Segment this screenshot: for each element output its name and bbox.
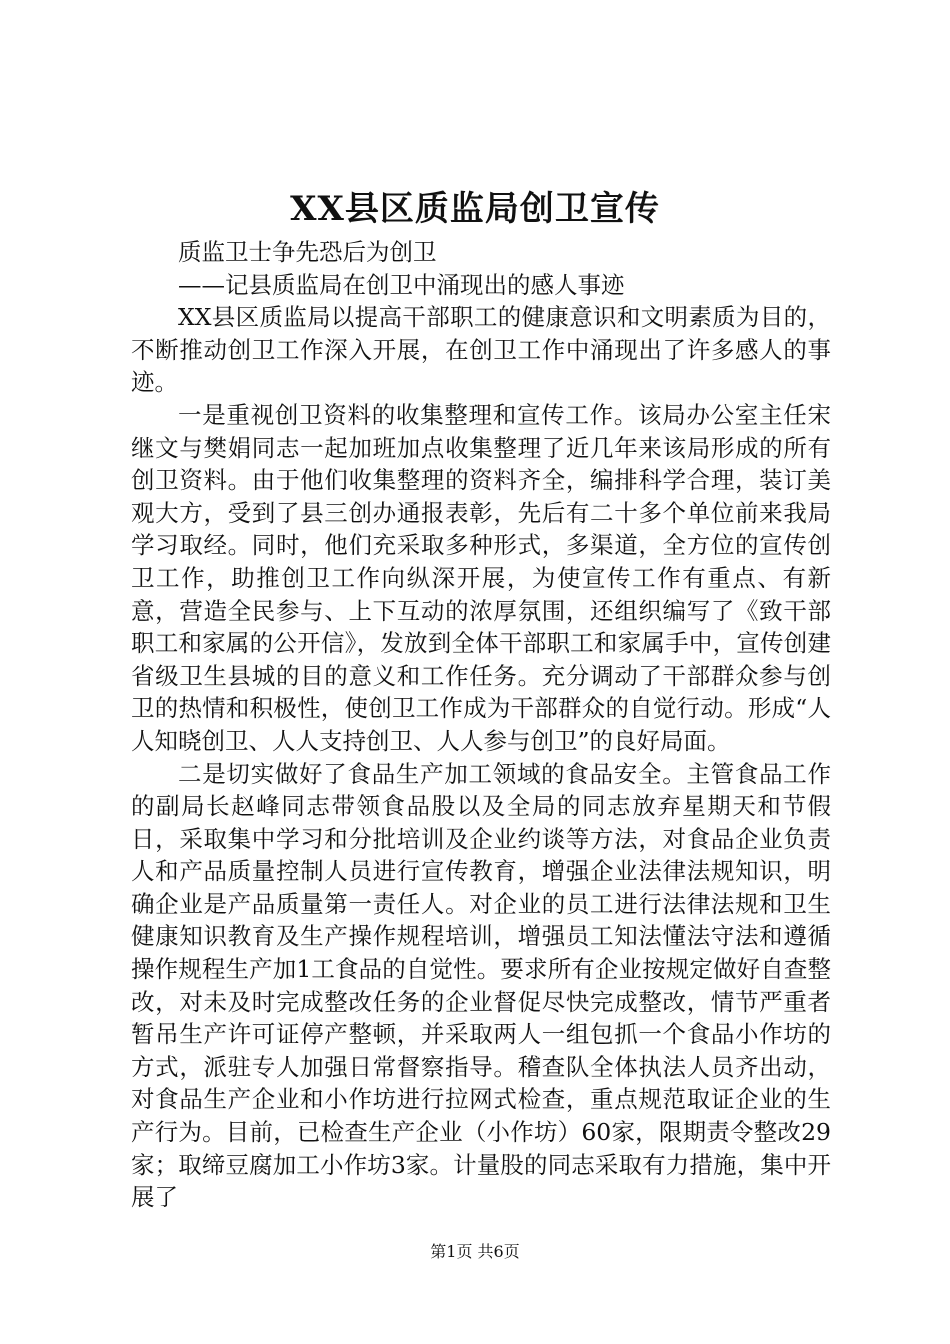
document-body — [131, 236, 831, 1214]
subtitle-subline: ——记县质监局在创卫中涌现出的感人事迹 — [178, 270, 625, 299]
body-paragraph-2: 二是切实做好了食品生产加工领域的食品安全。主管食品工作的副局长赵峰同志带领食品股以及全局的同志放弃星期天和节假日，采取集中学习和分批培训及企业约谈等方法，对食品企业负责人和产品质量控制人员进行宣传教育，增强企业法律法规知识，明确企业是产品质量第一责任人。对企业的员工进行法律法规和卫生健康知识教育及生产操作规程培训，增强员工知法懂法守法和遵循操作规程生产加1工食品的自觉性。要求所有企业按规定做好自查整改，对未及时完成整改任务的企业督促尽快完成整改，情节严重者暂吊生产许可证停产整顿，并采取两人一组包抓一个食品小作坊的方式，派驻专人加强日常督察指导。稽查队全体执法人员齐出动，对食品生产企业和小作坊进行拉网式检查，重点规范取证企业的生产行为。目前，已检查生产企业（小作坊）60家，限期责令整改29家；取缔豆腐加工小作坊3家。计量股的同志采取有力措施，集中开展了 — [131, 759, 831, 1212]
body-paragraph-1: 一是重视创卫资料的收集整理和宣传工作。该局办公室主任宋继文与樊娟同志一起加班加点收集整理了近几年来该局形成的所有创卫资料。由于他们收集整理的资料齐全，编排科学合理，装订美观大方，受到了县三创办通报表彰，先后有二十多个单位前来我局学习取经。同时，他们充采取多种形式，多渠道，全方位的宣传创卫工作，助推创卫工作向纵深开展，为使宣传工作有重点、有新意，营造全民参与、上下互动的浓厚氛围，还组织编写了《致干部职工和家属的公开信》，发放到全体干部职工和家属手中，宣传创建省级卫生县城的目的意义和工作任务。充分调动了干部群众参与创卫的热情和积极性，使创卫工作成为干部群众的自觉行动。形成“人人知晓创卫、人人支持创卫、人人参与创卫”的良好局面。 — [131, 400, 831, 755]
page-number-footer: 第1页 共6页 — [430, 1242, 520, 1261]
intro-paragraph: XX县区质监局以提高干部职工的健康意识和文明素质为目的，不断推动创卫工作深入开展，在创卫工作中涌现出了许多感人的事迹。 — [131, 303, 831, 397]
subtitle-line: 质监卫士争先恐后为创卫 — [178, 238, 437, 266]
document-title: XX县区质监局创卫宣传 — [290, 189, 660, 229]
